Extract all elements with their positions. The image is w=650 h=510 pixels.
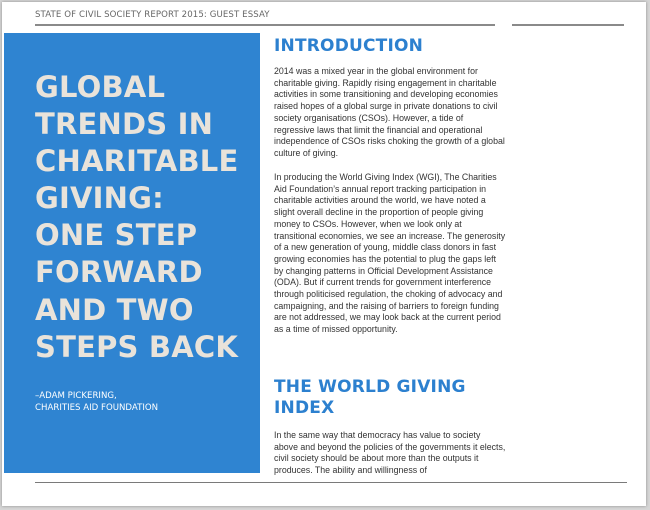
footer-rule — [35, 482, 627, 483]
report-header: STATE OF CIVIL SOCIETY REPORT 2015: GUEST ESSAY — [35, 10, 270, 20]
introduction-paragraph-2 — [274, 172, 506, 336]
section-introduction — [274, 36, 514, 57]
body-paragraph: In producing the World Giving Index (WGI), The Charities Aid Foundation’s annual report tracking participation in charitable activities around the world, we have noted a slight overall decline in the proportion of people giving money to CSOs. However, when we look only at transitional economies, we see an increase. The generosity of a new generation of young, middle class donors in fast growing economies has the potential to plug the gaps left by changing patterns in Official Development Assistance (ODA). But if current trends for government interference through politicised regulation, the choking of advocacy and campaigning, and the raising of barriers to foreign funding are not addressed, we may look back at the current period as a time of missed opportunity. — [274, 172, 506, 335]
author-byline: –ADAM PICKERING, CHARITIES AID FOUNDATION — [35, 391, 159, 413]
world-giving-index-paragraph-1 — [274, 430, 506, 477]
introduction-heading: INTRODUCTION — [274, 36, 424, 56]
header-rule — [35, 24, 495, 26]
section-world-giving-index — [274, 377, 514, 419]
body-paragraph: In the same way that democracy has value to society above and beyond the policies of the governments it elects, civil society should be about more than the outputs it produces. The ability and willingness of — [274, 430, 506, 476]
body-paragraph: 2014 was a mixed year in the global environment for charitable giving. Rapidly rising engagement in charitable activities in some transitioning and developing economies raised hopes of a global surge in private donations to civil society organisations (CSOs). However, a tide of regressive laws that limit the financial and operational independence of CSOs risks choking the growth of a global culture of giving. — [274, 66, 505, 158]
essay-title: GLOBAL TRENDS IN CHARITABLE GIVING: ONE STEP FORWARD AND TWO STEPS BACK — [35, 70, 239, 364]
world-giving-index-heading: THE WORLD GIVING INDEX — [274, 377, 466, 418]
introduction-paragraph-1 — [274, 66, 506, 160]
header-rule-right — [512, 24, 624, 26]
document-page — [2, 2, 646, 506]
